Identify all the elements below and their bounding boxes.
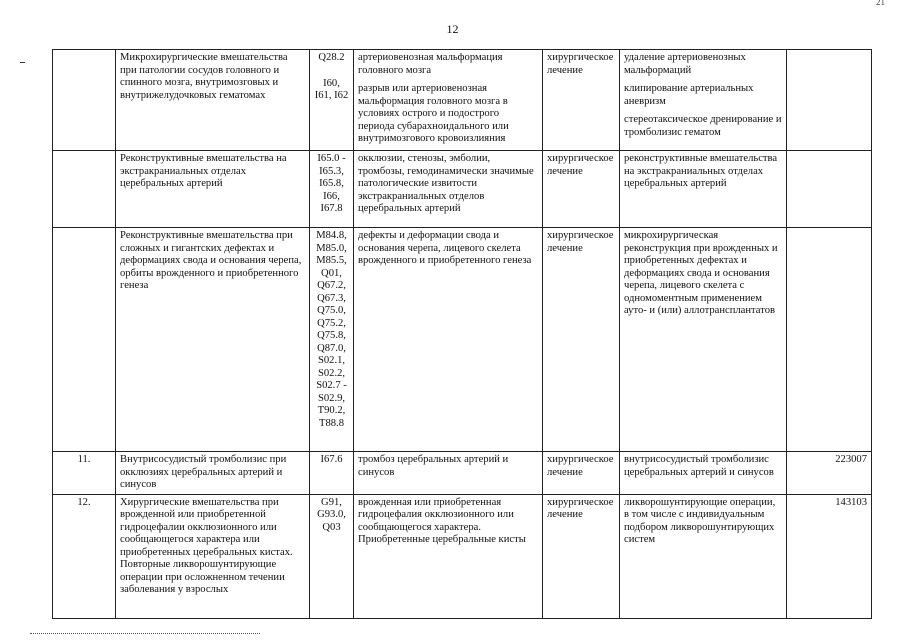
treatment-method: реконструктивные вмешательства на экстракраниальных отделах церебральных артерий (620, 151, 787, 228)
treatment-type: хирургическое лечение (543, 151, 620, 228)
treatment-method: ликворошунтирующие операции, в том числе с индивидуальным подбором ликворошунтирующих систем (620, 494, 787, 618)
diagnosis-codes: M84.8, M85.0, M85.5, Q01, Q67.2, Q67.3, Q75.0, Q75.2, Q75.8, Q87.0, S02.1, S02.2, S02.7 - S02.9, T90.2, T88.8 (310, 228, 354, 452)
patient-model: артериовенозная мальформация головного мозга разрыв или артериовенозная мальформация головного мозга в условиях острого и подострого периода субарахноидального или внутримозгового кровоизлияния (354, 50, 543, 151)
treatment-method: удаление артериовенозных мальформаций клипирование артериальных аневризм стереотаксическое дренирование и тромболизис гематом (620, 50, 787, 151)
services-table (52, 49, 872, 619)
patient-model: дефекты и деформации свода и основания черепа, лицевого скелета врожденного и приобретенного генеза (354, 228, 543, 452)
price (787, 50, 872, 151)
intervention-name: Реконструктивные вмешательства на экстракраниальных отделах церебральных артерий (116, 151, 310, 228)
patient-model: окклюзии, стенозы, эмболии, тромбозы, гемодинамически значимые патологические извитости экстракраниальных отделов церебральных артерий (354, 151, 543, 228)
table-row (53, 151, 872, 228)
intervention-name: Реконструктивные вмешательства при сложных и гигантских дефектах и деформациях свода и основания черепа, орбиты врожденного и приобретенного генеза (116, 228, 310, 452)
treatment-type: хирургическое лечение (543, 452, 620, 495)
price: 143103 (787, 494, 872, 618)
table-row (53, 50, 872, 151)
table-row (53, 452, 872, 495)
diagnosis-codes: G91, G93.0, Q03 (310, 494, 354, 618)
row-number (53, 151, 116, 228)
price: 223007 (787, 452, 872, 495)
page-number: 12 (446, 22, 459, 36)
diagnosis-codes: Q28.2 I60, I61, I62 (310, 50, 354, 151)
price (787, 228, 872, 452)
row-number: 12. (53, 494, 116, 618)
treatment-method: микрохирургическая реконструкция при врожденных и приобретенных дефектах и деформациях свода и основания черепа, лицевого скелета с одномоментным применением ауто- и (или) аллотрансплантатов (620, 228, 787, 452)
margin-dash (20, 62, 25, 63)
price (787, 151, 872, 228)
treatment-type: хирургическое лечение (543, 494, 620, 618)
table-row (53, 494, 872, 618)
treatment-type: хирургическое лечение (543, 228, 620, 452)
patient-model: тромбоз церебральных артерий и синусов (354, 452, 543, 495)
row-number (53, 50, 116, 151)
diagnosis-codes: I67.6 (310, 452, 354, 495)
table-row (53, 228, 872, 452)
intervention-name: Внутрисосудистый тромболизис при окклюзиях церебральных артерий и синусов (116, 452, 310, 495)
treatment-method: внутрисосудистый тромболизис церебральных артерий и синусов (620, 452, 787, 495)
diagnosis-codes: I65.0 - I65.3, I65.8, I66, I67.8 (310, 151, 354, 228)
treatment-type: хирургическое лечение (543, 50, 620, 151)
intervention-name: Микрохирургические вмешательства при патологии сосудов головного и спинного мозга, внутримозговых и внутрижелудочковых гематомах (116, 50, 310, 151)
intervention-name: Хирургические вмешательства при врожденной или приобретенной гидроцефалии окклюзионного или сообщающегося характера или приобретенных церебральных кистах. Повторные ликворошунтирующие операции при осложненном течении заболевания у взрослых (116, 494, 310, 618)
row-number (53, 228, 116, 452)
corner-mark: 21 (876, 0, 885, 7)
row-number: 11. (53, 452, 116, 495)
bottom-edge-artifact (30, 633, 260, 639)
patient-model: врожденная или приобретенная гидроцефалия окклюзионного или сообщающегося характера. Приобретенные церебральные кисты (354, 494, 543, 618)
